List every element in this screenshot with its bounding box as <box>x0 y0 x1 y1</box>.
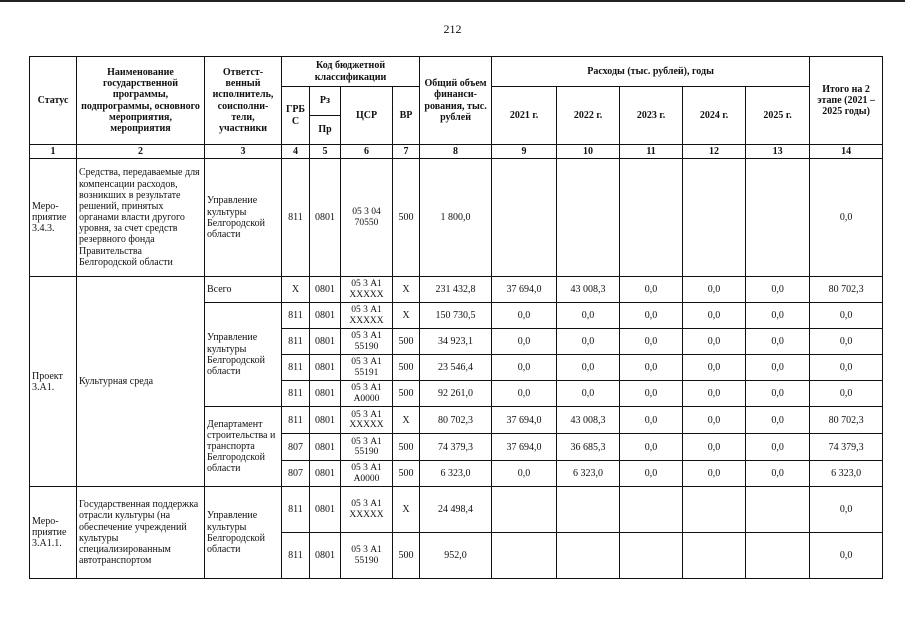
cell-2022: 43 008,3 <box>557 407 620 434</box>
cell-vr: 500 <box>393 381 420 407</box>
cell-stage: 0,0 <box>810 355 883 381</box>
cell-csr: 05 3 А1 55190 <box>341 533 393 579</box>
cell-2022: 0,0 <box>557 329 620 355</box>
header-stage-total: Итого на 2 этапе (2021 – 2025 годы) <box>810 57 883 145</box>
cell-csr: 05 3 А1 XXXXX <box>341 487 393 533</box>
row-status: Меро-приятие 3.4.3. <box>30 159 77 277</box>
row-name: Средства, передаваемые для компенсации расходов, возникших в результате решений, принятых органами власти другого уровня, за счет средств резервного фонда Правительства Белгородской области <box>77 159 205 277</box>
cell-stage: 0,0 <box>810 329 883 355</box>
cell-rzpr: 0801 <box>310 434 341 461</box>
col-num-2: 2 <box>77 145 205 159</box>
header-2023: 2023 г. <box>620 87 683 145</box>
cell-2024: 0,0 <box>683 434 746 461</box>
cell-stage: 80 702,3 <box>810 277 883 303</box>
col-num-3: 3 <box>205 145 282 159</box>
cell-2022: 0,0 <box>557 303 620 329</box>
cell-2024: 0,0 <box>683 329 746 355</box>
header-2025: 2025 г. <box>746 87 810 145</box>
cell-2023: 0,0 <box>620 329 683 355</box>
cell-rzpr: 0801 <box>310 533 341 579</box>
cell-2024: 0,0 <box>683 277 746 303</box>
cell-grbs: 807 <box>282 461 310 487</box>
header-2021: 2021 г. <box>492 87 557 145</box>
cell-csr: 05 3 А1 XXXXX <box>341 277 393 303</box>
cell-2023: 0,0 <box>620 381 683 407</box>
cell-2021: 0,0 <box>492 461 557 487</box>
cell-rzpr: 0801 <box>310 277 341 303</box>
cell-2025: 0,0 <box>746 407 810 434</box>
cell-2024 <box>683 533 746 579</box>
cell-2022 <box>557 533 620 579</box>
header-row-1 <box>30 57 883 87</box>
header-status: Статус <box>30 57 77 145</box>
row-executor: Управление культуры Белгородской области <box>205 159 282 277</box>
table-row <box>30 159 883 277</box>
cell-2025: 0,0 <box>746 434 810 461</box>
table-row <box>30 277 883 303</box>
cell-grbs: 807 <box>282 434 310 461</box>
cell-2024 <box>683 487 746 533</box>
cell-total: 6 323,0 <box>420 461 492 487</box>
cell-csr: 05 3 А1 55190 <box>341 329 393 355</box>
row-status: Меро-приятие 3.А1.1. <box>30 487 77 579</box>
cell-stage: 74 379,3 <box>810 434 883 461</box>
cell-vr: 500 <box>393 355 420 381</box>
cell-rzpr: 0801 <box>310 407 341 434</box>
cell-2025: 0,0 <box>746 381 810 407</box>
header-total-volume: Общий объем финанси-рования, тыс. рублей <box>420 57 492 145</box>
cell-stage: 0,0 <box>810 303 883 329</box>
cell-vr: X <box>393 407 420 434</box>
cell-2021 <box>492 159 557 277</box>
cell-grbs: 811 <box>282 533 310 579</box>
header-vr: ВР <box>393 87 420 145</box>
header-expenses: Расходы (тыс. рублей), годы <box>492 57 810 87</box>
col-num-13: 13 <box>746 145 810 159</box>
cell-2022 <box>557 159 620 277</box>
cell-2025 <box>746 533 810 579</box>
header-executor: Ответст-венный исполнитель, соисполни-тели, участники <box>205 57 282 145</box>
cell-2025: 0,0 <box>746 277 810 303</box>
top-rule <box>0 0 905 2</box>
cell-grbs: 811 <box>282 487 310 533</box>
row-status: Проект 3.А1. <box>30 277 77 487</box>
cell-2021 <box>492 533 557 579</box>
cell-2024: 0,0 <box>683 355 746 381</box>
cell-csr: 05 3 А1 XXXXX <box>341 303 393 329</box>
cell-vr: 500 <box>393 533 420 579</box>
header-csr: ЦСР <box>341 87 393 145</box>
col-num-12: 12 <box>683 145 746 159</box>
cell-csr: 05 3 А1 А0000 <box>341 461 393 487</box>
cell-rzpr: 0801 <box>310 303 341 329</box>
cell-total: 23 546,4 <box>420 355 492 381</box>
cell-rzpr: 0801 <box>310 329 341 355</box>
cell-2022: 0,0 <box>557 381 620 407</box>
cell-rzpr: 0801 <box>310 355 341 381</box>
cell-rzpr: 0801 <box>310 381 341 407</box>
cell-total: 231 432,8 <box>420 277 492 303</box>
cell-stage: 0,0 <box>810 533 883 579</box>
column-number-row <box>30 145 883 159</box>
cell-rzpr: 0801 <box>310 159 341 277</box>
cell-2021: 0,0 <box>492 329 557 355</box>
cell-total: 150 730,5 <box>420 303 492 329</box>
row-executor: Управление культуры Белгородской области <box>205 487 282 579</box>
header-2024: 2024 г. <box>683 87 746 145</box>
cell-grbs: 811 <box>282 329 310 355</box>
cell-total: 952,0 <box>420 533 492 579</box>
cell-2023: 0,0 <box>620 461 683 487</box>
cell-2024: 0,0 <box>683 461 746 487</box>
cell-grbs: 811 <box>282 355 310 381</box>
cell-2023 <box>620 533 683 579</box>
cell-total: 92 261,0 <box>420 381 492 407</box>
cell-2021: 37 694,0 <box>492 407 557 434</box>
cell-2023: 0,0 <box>620 277 683 303</box>
cell-2023: 0,0 <box>620 303 683 329</box>
cell-vr: 500 <box>393 434 420 461</box>
cell-grbs: 811 <box>282 407 310 434</box>
cell-stage: 6 323,0 <box>810 461 883 487</box>
header-2022: 2022 г. <box>557 87 620 145</box>
budget-table <box>29 56 883 579</box>
cell-stage: 0,0 <box>810 487 883 533</box>
cell-vr: 500 <box>393 461 420 487</box>
cell-2023 <box>620 159 683 277</box>
cell-grbs: 811 <box>282 159 310 277</box>
col-num-11: 11 <box>620 145 683 159</box>
cell-csr: 05 3 А1 55190 <box>341 434 393 461</box>
cell-total: 74 379,3 <box>420 434 492 461</box>
cell-2022: 43 008,3 <box>557 277 620 303</box>
cell-csr: 05 3 А1 55191 <box>341 355 393 381</box>
cell-stage: 0,0 <box>810 159 883 277</box>
cell-rzpr: 0801 <box>310 461 341 487</box>
cell-grbs: 811 <box>282 303 310 329</box>
cell-total: 24 498,4 <box>420 487 492 533</box>
cell-vr: X <box>393 277 420 303</box>
header-pr: Пр <box>310 116 341 145</box>
page-number: 212 <box>443 22 462 36</box>
cell-2022: 36 685,3 <box>557 434 620 461</box>
cell-2025 <box>746 487 810 533</box>
cell-2022 <box>557 487 620 533</box>
col-num-1: 1 <box>30 145 77 159</box>
row-executor: Департамент строительства и транспорта Белгородской области <box>205 407 282 487</box>
cell-vr: X <box>393 487 420 533</box>
cell-total: 34 923,1 <box>420 329 492 355</box>
cell-total: 80 702,3 <box>420 407 492 434</box>
cell-2021: 37 694,0 <box>492 434 557 461</box>
cell-vr: 500 <box>393 159 420 277</box>
header-name: Наименование государственной программы, подпрограммы, основного мероприятия, мероприятия <box>77 57 205 145</box>
row-name: Культурная среда <box>77 277 205 487</box>
cell-stage: 80 702,3 <box>810 407 883 434</box>
row-executor: Всего <box>205 277 282 303</box>
cell-2022: 6 323,0 <box>557 461 620 487</box>
col-num-14: 14 <box>810 145 883 159</box>
header-rz: Рз <box>310 87 341 116</box>
cell-2021: 0,0 <box>492 355 557 381</box>
cell-stage: 0,0 <box>810 381 883 407</box>
header-budget-code: Код бюджетной классификации <box>282 57 420 87</box>
col-num-7: 7 <box>393 145 420 159</box>
cell-2024 <box>683 159 746 277</box>
cell-vr: 500 <box>393 329 420 355</box>
cell-2025: 0,0 <box>746 303 810 329</box>
cell-csr: 05 3 А1 XXXXX <box>341 407 393 434</box>
col-num-8: 8 <box>420 145 492 159</box>
cell-2025: 0,0 <box>746 355 810 381</box>
col-num-9: 9 <box>492 145 557 159</box>
cell-grbs: X <box>282 277 310 303</box>
cell-2023: 0,0 <box>620 407 683 434</box>
cell-2022: 0,0 <box>557 355 620 381</box>
row-executor: Управление культуры Белгородской области <box>205 303 282 407</box>
cell-2024: 0,0 <box>683 303 746 329</box>
cell-2024: 0,0 <box>683 381 746 407</box>
cell-grbs: 811 <box>282 381 310 407</box>
cell-rzpr: 0801 <box>310 487 341 533</box>
col-num-6: 6 <box>341 145 393 159</box>
cell-total: 1 800,0 <box>420 159 492 277</box>
col-num-4: 4 <box>282 145 310 159</box>
cell-2023 <box>620 487 683 533</box>
cell-csr: 05 3 04 70550 <box>341 159 393 277</box>
cell-2023: 0,0 <box>620 355 683 381</box>
cell-2021: 0,0 <box>492 303 557 329</box>
cell-2025: 0,0 <box>746 461 810 487</box>
col-num-10: 10 <box>557 145 620 159</box>
row-name: Государственная поддержка отрасли культуры (на обеспечение учреждений культуры специализированным автотранспортом <box>77 487 205 579</box>
header-grbs: ГРБ С <box>282 87 310 145</box>
cell-2021 <box>492 487 557 533</box>
cell-2021: 37 694,0 <box>492 277 557 303</box>
cell-2024: 0,0 <box>683 407 746 434</box>
cell-vr: X <box>393 303 420 329</box>
table-row <box>30 487 883 533</box>
col-num-5: 5 <box>310 145 341 159</box>
cell-csr: 05 3 А1 А0000 <box>341 381 393 407</box>
cell-2021: 0,0 <box>492 381 557 407</box>
cell-2025 <box>746 159 810 277</box>
cell-2025: 0,0 <box>746 329 810 355</box>
cell-2023: 0,0 <box>620 434 683 461</box>
